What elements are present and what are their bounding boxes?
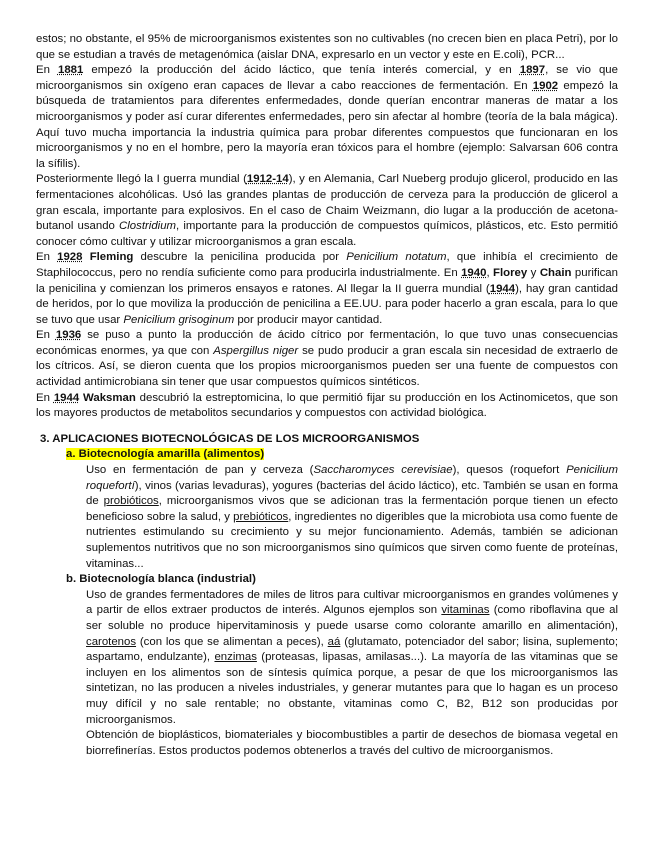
subheading-white-biotech: b. Biotecnología blanca (industrial) [66, 573, 256, 586]
year-1936: 1936 [55, 329, 82, 342]
term-prebioticos: prebióticos [233, 510, 289, 523]
name-waksman: Waksman [79, 391, 136, 404]
organism-penicilium-grisoginum: Penicilium grisoginum [123, 313, 235, 326]
subheading-yellow-biotech: a. Biotecnología amarilla (alimentos) [66, 448, 265, 461]
paragraph-world-war-one: Posteriormente llegó la I guerra mundial (1912-14), y en Alemania, Carl Nueberg produjo glicerol, producido en las fermentaciones alcohólicas. Usó las grandes plantas de producción de cerveza para la producción de glicerol a gran escala, importante para explosivos. En el caso de Chaim Weizmann, dio lugar a la producción de acetona-butanol usando Clostridium, importante para la producción de compuestos químicos, plásticos, etc. Esto permitió conocer cómo cultivar y utilizar microorganismos a gran escala. [36, 173, 618, 248]
organism-aspergillus-niger: Aspergillus niger [213, 344, 299, 357]
year-1902: 1902 [532, 79, 559, 92]
paragraph-penicillin: En 1928 Fleming descubre la penicilina producida por Penicilium notatum, que inhibía el crecimiento de Staphilococcus, pero no rendía suficiente como para producirla industrialmente. En 1940, Florey y Chain purifican la penicilina y comienzan los primeros ensayos e ratones. Al llegar la II guerra mundial (1944), hay gran cantidad de heridos, por lo que moviliza la producción de penicilina a EE.UU. para poder hacerlo a gran escala, para lo que se tuvo que usar Penicilium grisoginum por producir mayor cantidad. [36, 251, 618, 326]
paragraph-bioplastics: Obtención de bioplásticos, biomateriales y biocombustibles a partir de desechos de biomasa vegetal en biorrefinerías. Estos productos podemos obtenerlos a través del cultivo de microorganismos. [86, 729, 618, 757]
year-1944-waksman: 1944 [53, 391, 80, 404]
year-1881: 1881 [57, 64, 84, 77]
paragraph-citric-acid: En 1936 se puso a punto la producción de ácido cítrico por fermentación, lo que tuvo unas consecuencias económicas enormes, ya que con Aspergillus niger se pudo producir a gran escala sin necesidad de extraerlo de los cítricos. Así, se dieron cuenta que los propios microorganismos pueden ser una fuente de compuestos con actividad antimicrobiana sin tener que usar compuestos químicos sintéticos. [36, 329, 618, 389]
organism-clostridium: Clostridium [119, 220, 177, 233]
name-fleming: Fleming [89, 251, 134, 264]
year-1940: 1940 [461, 266, 487, 279]
document-page [36, 32, 618, 759]
paragraph-metagenomics: estos; no obstante, el 95% de microorganismos existentes son no cultivables (no crecen bien en placa Petri), por lo que se estudian a través de metagenómica (aislar DNA, expresarlo en un vector y este en E.coli), PCR... [36, 33, 618, 61]
term-vitaminas: vitaminas [441, 604, 490, 617]
organism-penicilium-notatum: Penicilium notatum [346, 251, 447, 264]
section-heading-applications: 3. APLICACIONES BIOTECNOLÓGICAS DE LOS MICROORGANISMOS [40, 432, 420, 445]
organism-penicilium-roqueforti: Penicilium roquefortí [86, 464, 618, 492]
name-chain: Chain [539, 266, 572, 279]
year-1928: 1928 [57, 251, 83, 264]
name-florey: Florey [493, 266, 528, 279]
paragraph-white-biotech: Uso de grandes fermentadores de miles de litros para cultivar microorganismos en grandes volúmenes y a partir de ellos extraer productos de interés. Algunos ejemplos son vitaminas (como riboflavina que al ser soluble no produce hipervitaminosis y puede usarse como colorante amarillo en alimentación), carotenos (con los que se alimentan a peces), aá (glutamato, potenciador del sabor; lisina, suplemento; aspartamo, endulzante), enzimas (proteasas, lipasas, amilasas...). La mayoría de las vitaminas que se incluyen en los alimentos son de síntesis química porque, a pesar de que los microorganismos las sintetizan, no las producen a niveles industriales, y generar mutantes para que lo hagan es un proceso muy difícil y no sale rentable; no obstante, vitaminas como C, B2, B12 son producidas por microorganismos. [86, 588, 618, 726]
term-probioticos: probióticos [103, 495, 159, 508]
paragraph-yellow-biotech: Uso en fermentación de pan y cerveza (Saccharomyces cerevisiae), quesos (roquefort Penicilium roquefortí), vinos (varias levaduras), yogures (bacterias del ácido láctico), etc. También se usan en forma de probióticos, microorganismos vivos que se adicionan tras la fermentación porque tienen un efecto beneficioso sobre la salud, y prebióticos, ingredientes no digeribles que la microbiota usa como fuente de nutrientes estimulando su crecimiento y su mejor funcionamiento. Además, también se adicionan suplementos nutritivos que no son microorganismos sino químicos que sirven como fuente de proteínas, vitaminas... [86, 464, 618, 570]
year-1944: 1944 [489, 282, 516, 295]
year-1897: 1897 [519, 64, 546, 77]
paragraph-streptomycin: En 1944 Waksman descubrió la estreptomicina, lo que permitió fijar su producción en los Actinomicetos, que son los mayores productos de metabolitos secundarios y compuestos con actividad biológica. [36, 391, 618, 420]
year-1912-14: 1912-14 [246, 173, 289, 186]
term-enzimas: enzimas [214, 651, 257, 664]
organism-saccharomyces: Saccharomyces cerevisiae [313, 464, 453, 477]
paragraph-lactic-acid: En 1881 empezó la producción del ácido láctico, que tenía interés comercial, y en 1897, se vio que microorganismos sin oxígeno eran capaces de llevar a cabo reacciones de fermentación. En 1902 empezó la búsqueda de tratamientos para diferentes enfermedades, donde querían encontrar maneras de matar a los microorganismos y poder así curar diferentes enfermedades, pero sin afectar al hombre (teoría de la bala mágica). Aquí tuvo mucha importancia la industria química para probar diferentes compuestos que funcionaran en los microorganismos y no en el hombre, pero la mayoría eran tóxicos para el hombre (ejemplo: Salvarsan 606 contra la sífilis). [36, 64, 618, 170]
term-aminoacidos: aá [327, 635, 341, 648]
term-carotenos: carotenos [86, 635, 137, 648]
